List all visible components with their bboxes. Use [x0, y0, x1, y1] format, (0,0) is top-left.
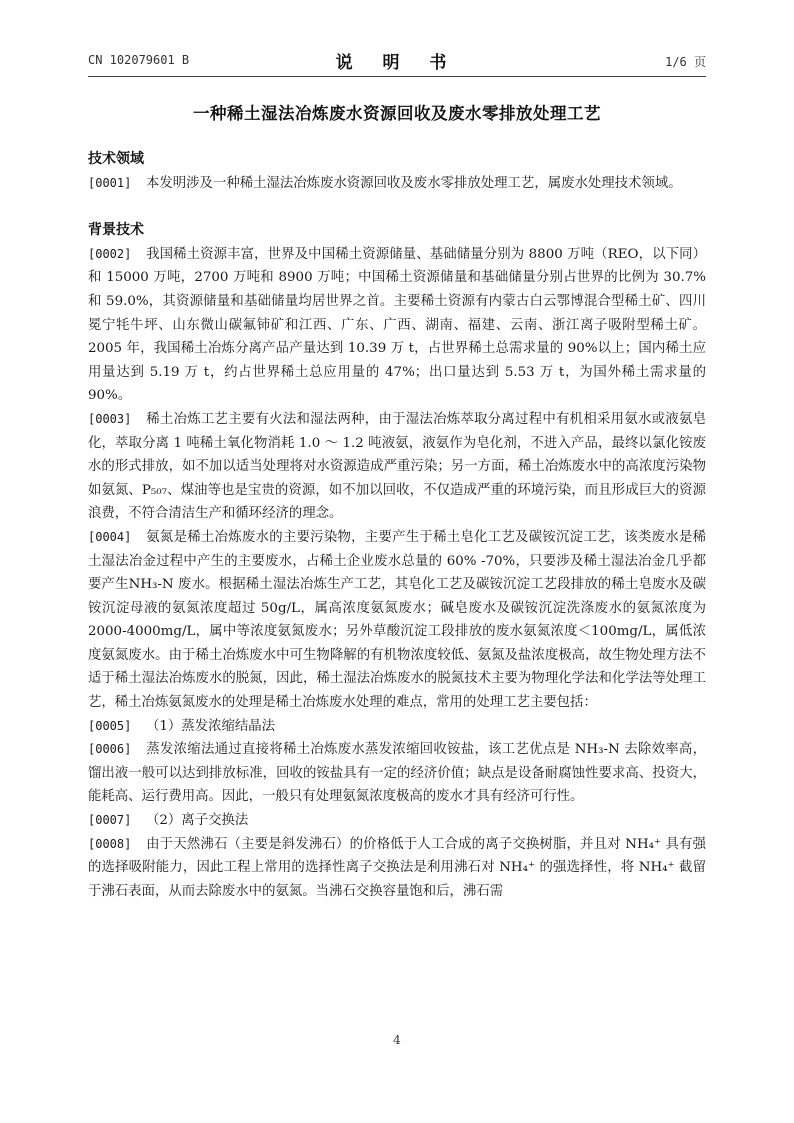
header-rule: [88, 76, 706, 77]
paragraph-0006: [88, 738, 706, 809]
paragraph-text: （2）离子交换法: [146, 813, 249, 829]
paragraph-number: [0003]: [88, 411, 132, 426]
paragraph-text: （1）蒸发浓缩结晶法: [146, 718, 276, 734]
section-heading-tech-field: 技术领域: [88, 151, 144, 167]
document-title: 一种稀土湿法冶炼废水资源回收及废水零排放处理工艺: [193, 104, 601, 123]
paragraph-text: 本发明涉及一种稀土湿法冶炼废水资源回收及废水零排放处理工艺，属废水处理技术领域。: [146, 175, 682, 191]
patent-number: CN 102079601 B: [88, 53, 190, 67]
paragraph-number: [0002]: [88, 246, 132, 261]
paragraph-number: [0007]: [88, 813, 132, 828]
section-gap: [88, 195, 706, 219]
paragraph-0008: [88, 833, 706, 904]
page-number: 4: [393, 1033, 401, 1047]
document-body: [88, 148, 706, 903]
paragraph-0007: [88, 809, 706, 833]
paragraph-text: 我国稀土资源丰富，世界及中国稀土资源储量、基础储量分别为 8800 万吨（REO，以下同）和 15000 万吨，2700 万吨和 8900 万吨；中国稀土资源储量和基础储量分别占世界的比例为 30.7%和 59.0%，其资源储量和基础储量均居世界之首。主要稀土资源有内蒙古白云鄂博混合型稀土矿、四川冕宁牦牛坪、山东微山碳氟铈矿和江西、广东、广西、湖南、福建、云南、浙江离子吸附型稀土矿。2005 年，我国稀土冶炼分离产品产量达到 10.39 万 t，占世界稀土总需求量的 90%以上；国内稀土应用量达到 5.19 万 t，约占世界稀土总应用量的 47%；出口量达到 5.53 万 t，为国外稀土需求量的 90%。: [88, 246, 706, 404]
section-heading-background: 背景技术: [88, 222, 144, 239]
paragraph-0001: [88, 172, 706, 196]
paragraph-number: [0004]: [88, 529, 132, 544]
paragraph-number: [0001]: [88, 175, 132, 190]
paragraph-number: [0005]: [88, 718, 132, 733]
document-type: 说 明 书: [335, 53, 459, 73]
paragraph-0004: [88, 526, 706, 715]
paragraph-text: 蒸发浓缩法通过直接将稀土冶炼废水蒸发浓缩回收铵盐，该工艺优点是 NH₃-N 去除效率高，馏出液一般可以达到排放标准，回收的铵盐具有一定的经济价值；缺点是设备耐腐蚀性要求高、投资大，能耗高、运行费用高。因此，一般只有处理氨氮浓度极高的废水才具有经济可行性。: [88, 742, 706, 805]
page-info: 1/6 页: [665, 55, 706, 69]
paragraph-text: 由于天然沸石（主要是斜发沸石）的价格低于人工合成的离子交换树脂，并且对 NH₄⁺ 具有强的选择吸附能力，因此工程上常用的选择性离子交换法是利用沸石对 NH₄⁺ 的强选择性，将 NH₄⁺ 截留于沸石表面，从而去除废水中的氨氮。当沸石交换容量饱和后，沸石需: [88, 836, 706, 899]
paragraph-text: 氨氮是稀土冶炼废水的主要污染物，主要产生于稀土皂化工艺及碳铵沉淀工艺，该类废水是稀土湿法冶金过程中产生的主要废水，占稀土企业废水总量的 60% -70%，只要涉及稀土湿法冶金几乎都要产生NH₃-N 废水。根据稀土湿法冶炼生产工艺，其皂化工艺及碳铵沉淀工艺段排放的稀土皂废水及碳铵沉淀母液的氨氮浓度超过 50g/L，属高浓度氨氮废水；碱皂废水及碳铵沉淀洗涤废水的氨氮浓度为 2000-4000mg/L，属中等浓度氨氮废水；另外草酸沉淀工段排放的废水氨氮浓度＜100mg/L，属低浓度氨氮废水。由于稀土冶炼废水中可生物降解的有机物浓度较低、氨氮及盐浓度极高，故生物处理方法不适于稀土湿法冶炼废水的脱氮，因此，稀土湿法冶炼废水的脱氮技术主要为物理化学法和化学法等处理工艺，稀土冶炼氨氮废水的处理是稀土冶炼废水处理的难点，常用的处理工艺主要包括：: [88, 529, 706, 711]
paragraph-number: [0006]: [88, 742, 132, 757]
paragraph-0002: [88, 243, 706, 408]
paragraph-0003: [88, 408, 706, 526]
paragraph-number: [0008]: [88, 836, 132, 851]
paragraph-text: 稀土冶炼工艺主要有火法和湿法两种，由于湿法冶炼萃取分离过程中有机相采用氨水或液氨皂化，萃取分离 1 吨稀土氧化物消耗 1.0 ～ 1.2 吨液氨，液氨作为皂化剂，不进入产品，最终以氯化铵废水的形式排放，如不加以适当处理将对水资源造成严重污染；另一方面，稀土冶炼废水中的高浓度污染物如氨氮、P₅₀₇、煤油等也是宝贵的资源，如不加以回收，不仅造成严重的环境污染，而且形成巨大的资源浪费，不符合清洁生产和循环经济的理念。: [88, 411, 706, 522]
page-header: [88, 48, 706, 74]
paragraph-0005: [88, 715, 706, 739]
